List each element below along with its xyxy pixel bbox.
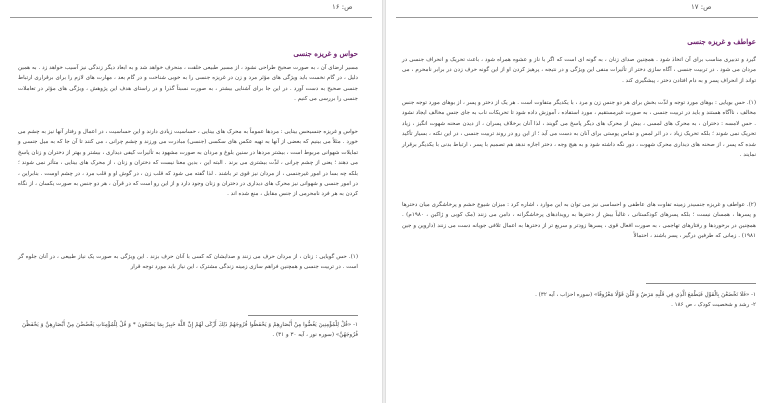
page-number: ص: ۱۷ — [691, 3, 712, 11]
left-page — [0, 0, 382, 403]
section-heading: حواس و غریزه جنسی — [293, 49, 358, 58]
footnote: ۱- «فَلَا تَخْضَعْنَ بِالْقَوْلِ فَيَطْمَعَ الَّذِي فِي قَلْبِهِ مَرَضٌ وَ قُلْنَ قَوْلًا مَعْرُوفًا» (سوره احزاب ، آیه ۳۲) . — [535, 292, 756, 298]
paragraph: حواس و غریزه جنسیحس بینایی : مردها عموماً به محرک های بینایی ، حساسیت زیادی دارند و این حساسیت ، در اعمال و رفتار آنها نیز به چشم می خورد . مثلاً می بینیم که بعضی از آنها به تهیه عکس های سکسی (جنسی) مبادرت می ورزند و چشم چرانی ، می کنند تا آن جا که به میل جنسی و تمایلات شهوانی مربوط است ، بیشتر مردها در سنین بلوغ و مردان به صورت مشهود به تأثیرات کیفی دیداری ، بیشتر و بهتر از دختران و زنان پاسخ می دهند ؛ یعنی از چشم چرانی ، لذّت بیشتری می برند . البته این ، بدین معنا نیست که دختران و زنان ، از محرک های بینایی ، متأثر نمی شوند ؛ بلکه چه بسا در امور غیرجنسی ، از مردان نیز قوی تر باشند . لذا گفته می شود که قلب زن ، در گوش او و قلب مرد ، در چشم اوست . بنابراین ، در امور جنسی و شهوانی نیز محرک های دیداری در دختران و زنان وجود دارد و از این رو است که در قرآن ، هر دو جنس به صورت یکسان ، از نگاه کردن به هر فرد نامحرمی از جنس مقابل ، منع شده اند . — [18, 129, 358, 198]
paragraph: (۲). عواطف و غریزه جنسیدر زمینه تفاوت های عاطفی و احساسی نیز می توان به این موارد ، اشاره کرد : میزان شیوع خشم و پرخاشگری میان دخترها و پسرها ، همسان نیست ؛ بلکه پسرهای کودکستانی ، غالباً بیش از دخترها به رویدادهای پرخاشگرانه ، دامن می زنند (مک کوبی و ژاکین ، ۱۹۸۰م) . همچنین در برخوردها و رفتارهای تهاجمی ، به صورت افعال قوی ، پسرها زودتر و سریع تر از دخترها به اعمال تلافی جویانه دست می زنند (داروین و جین ۱۹۸۱) . زمانی که طرفین درگیر ، پسر باشند ، احتمالاً — [402, 202, 757, 240]
footnote: ۱- «قُلْ لِلْمُؤْمِنِينَ يَغُضُّوا مِنْ أَبْصَارِهِمْ وَ يَحْفَظُوا فُرُوجَهُمْ ذَلِكَ أَزْكَى لَهُمْ إِنَّ اللَّهَ خَبِيرٌ بِمَا يَصْنَعُونَ * وَ قُلْ لِلْمُؤْمِنَاتِ يَغْضُضْنَ مِنْ أَبْصَارِهِنَّ وَ يَحْفَظْنَ فُرُوجَهُنَّ» (سوره نور ، آیه ۳۰ و ۳۱) . — [22, 322, 358, 339]
header-divider — [396, 17, 758, 18]
paragraph: (۱). حس گویایی : زنان ، از مردان حرف می زنند و صدایشان که کسی با آنان حرف بزند . این ویژگی به صورت یک نیاز طبیعی ، در آنان جلوه گر است . در تربیت جنسی و همچنین فراهم سازی زمینه زندگی مشترک ، این نیاز باید مورد توجه قرار — [18, 254, 358, 271]
footnote-divider — [248, 315, 358, 316]
right-page — [386, 0, 768, 403]
page-header — [396, 3, 758, 17]
footnote: ۲- رشد و شخصیت کودک ، ص ۱۸۶ . — [671, 302, 756, 309]
paragraph: گیرد و تدبیری مناسب برای آن اتخاذ شود . همچنین صدای زنان ، به گونه ای است که اگر با ناز و عشوه همراه شود ، باعث تحریک و انحراف جنسی در مردان می شود . در تربیت جنسی ، آگاه سازی دختر از تأثیرات منفی این ویژگی و در نتیجه ، پرهیز کردن او از این گونه حرف زدن در برابر نامحرم ، می تواند از انحراف پسر و به دام افتادن دختر ، پیشگیری کند . — [402, 57, 756, 84]
footnote-divider — [646, 283, 756, 284]
paragraph: (۱). حس بویایی : بوهای مورد توجه و لذّت بخش برای هر دو جنس زن و مرد ، با یکدیگر متفاوت است . هر یک از دختر و پسر ، از بوهای مورد توجه جنس مخالف ، ناآگاه هستند و باید در تربیت جنسی ، به صورت غیرمستقیم ، مورد استفاده ، آموزش داده شود تا تحریکات ناب به جای جنس مخالف ایجاد نشود . حس لامسه : دختران ، به محرک های لمسی ، بیش از محرک های دیگر پاسخ می گویند ، لذا آنان برخلاف پسران ، از دیدن صحنه شهوت انگیز ، زیاد تحریک نمی شوند ؛ بلکه تحریک زیاد ، در اثر لمس و تماس پوستی برای آنان به دست می آید ؛ از این رو در روند تربیت جنسی ، در این نکته ، بسیار تأکید شده که پسر ، از صحنه های دیداری محرک شهوت ، دور نگه داشته شود و به هیچ وجه ، دختر اجازه ندهد هم تصمیم با پسر ، ارتباط بدنی با یکدیگر برقرار نمایند . — [402, 100, 756, 159]
header-divider — [10, 17, 372, 18]
section-heading: عواطف و غریزه جنسی — [687, 37, 756, 46]
page-header — [10, 3, 372, 17]
footnotes — [404, 290, 756, 311]
page-number: ص: ۱۶ — [332, 3, 353, 11]
footnotes — [22, 320, 358, 341]
paragraph: مسیر ارضای آن ، به صورت صحیح طراحی نشود ، از مسیر طبیعی خلقت ، منحرف خواهد شد و به ابعاد دیگر زندگی نیز آسیب خواهد زد . به همین دلیل ، در گام نخست باید ویژگی های مؤثر مرد و زن در غریزه جنسی را به خوبی شناخت و در گام بعد ، مهارت های لازم را برای برقراری ارتباط جنسی صحیح به دست آورد . در این جا برای آشنایی بیشتر ، به صورت نسبتاً گذرا و در راستای هدف این پژوهش ، ویژگی های مؤثر در تعاملات جنسی را بررسی می کنیم . — [18, 65, 358, 103]
